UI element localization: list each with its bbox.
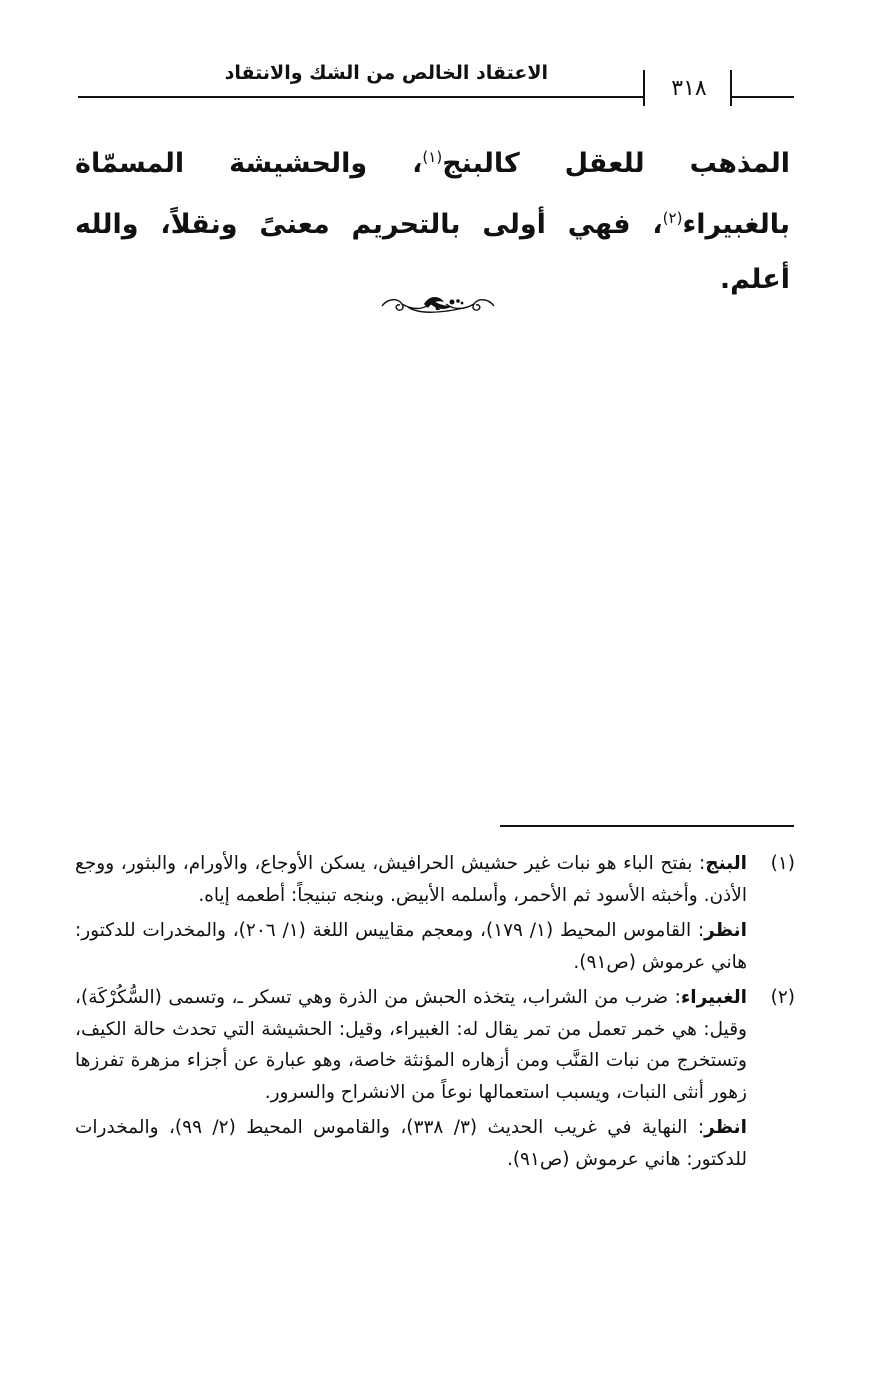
footnote-ref-label: انظر	[704, 920, 747, 941]
body-segment-3: ، فهي أولى بالتحريم معنىً ونقلاً، والله أعلم.	[75, 209, 790, 295]
header-rule-right	[732, 96, 794, 98]
header-rule	[78, 96, 644, 98]
footnote-definition	[75, 848, 747, 911]
header-tick-left	[643, 70, 645, 106]
footnote-number: (١)	[770, 853, 795, 874]
main-paragraph	[75, 130, 790, 307]
footnote-number: (٢)	[770, 987, 795, 1008]
page-number: ٣١٨	[671, 76, 707, 101]
footnote-definition	[75, 982, 747, 1108]
footnote-ref-2[interactable]: (٢)	[662, 209, 683, 227]
header-tick-right	[730, 70, 732, 106]
footnote-term: البنج	[705, 853, 747, 874]
footnote-separator	[500, 825, 794, 827]
footnote-reference	[75, 1112, 747, 1175]
footnotes	[75, 848, 795, 1175]
footnote-text: : بفتح الباء هو نبات غير حشيش الحرافيش، يسكن الأوجاع، والأورام، والبثور، ووجع الأذن. وأخبثه الأسود ثم الأحمر، وأسلمه الأبيض. وبنجه تبنيجاً: أطعمه إياه.	[75, 853, 747, 906]
footnote-ref-text: : القاموس المحيط (١/ ١٧٩)، ومعجم مقاييس اللغة (١/ ٢٠٦)، والمخدرات للدكتور: هاني عرموش (ص٩١).	[75, 920, 747, 973]
footnote-text: : ضرب من الشراب، يتخذه الحبش من الذرة وهي تسكر ـ، وتسمى (السُّكُرْكَة)، وقيل: هي خمر تعمل من تمر يقال له: الغبيراء، وقيل: الحشيشة التي تحدث حالة الكيف، وتستخرج من نبات القنَّب ومن أزهاره المؤنثة خاصة، وهو عبارة عن أجزاء مزهرة تفرزها زهور أنثى النبات، ويسبب استعمالها نوعاً من الانشراح والسرور.	[75, 987, 747, 1103]
footnote-2	[75, 982, 795, 1175]
body-segment-2: ، والحشيشة المسمّاة بالغبيراء	[75, 148, 790, 240]
floral-ornament-icon	[378, 290, 498, 320]
running-header-title: الاعتقاد الخالص من الشك والانتقاد	[224, 62, 548, 84]
body-segment-1: المذهب للعقل كالبنج	[442, 148, 791, 179]
running-header	[78, 62, 794, 106]
footnote-ref-text: : النهاية في غريب الحديث (٣/ ٣٣٨)، والقاموس المحيط (٢/ ٩٩)، والمخدرات للدكتور: هاني عرموش (ص٩١).	[75, 1117, 747, 1170]
footnote-term: الغبيراء	[680, 987, 747, 1008]
footnote-reference	[75, 915, 747, 978]
footnote-ref-1[interactable]: (١)	[422, 148, 443, 166]
footnote-ref-label: انظر	[704, 1117, 747, 1138]
footnote-1	[75, 848, 795, 978]
